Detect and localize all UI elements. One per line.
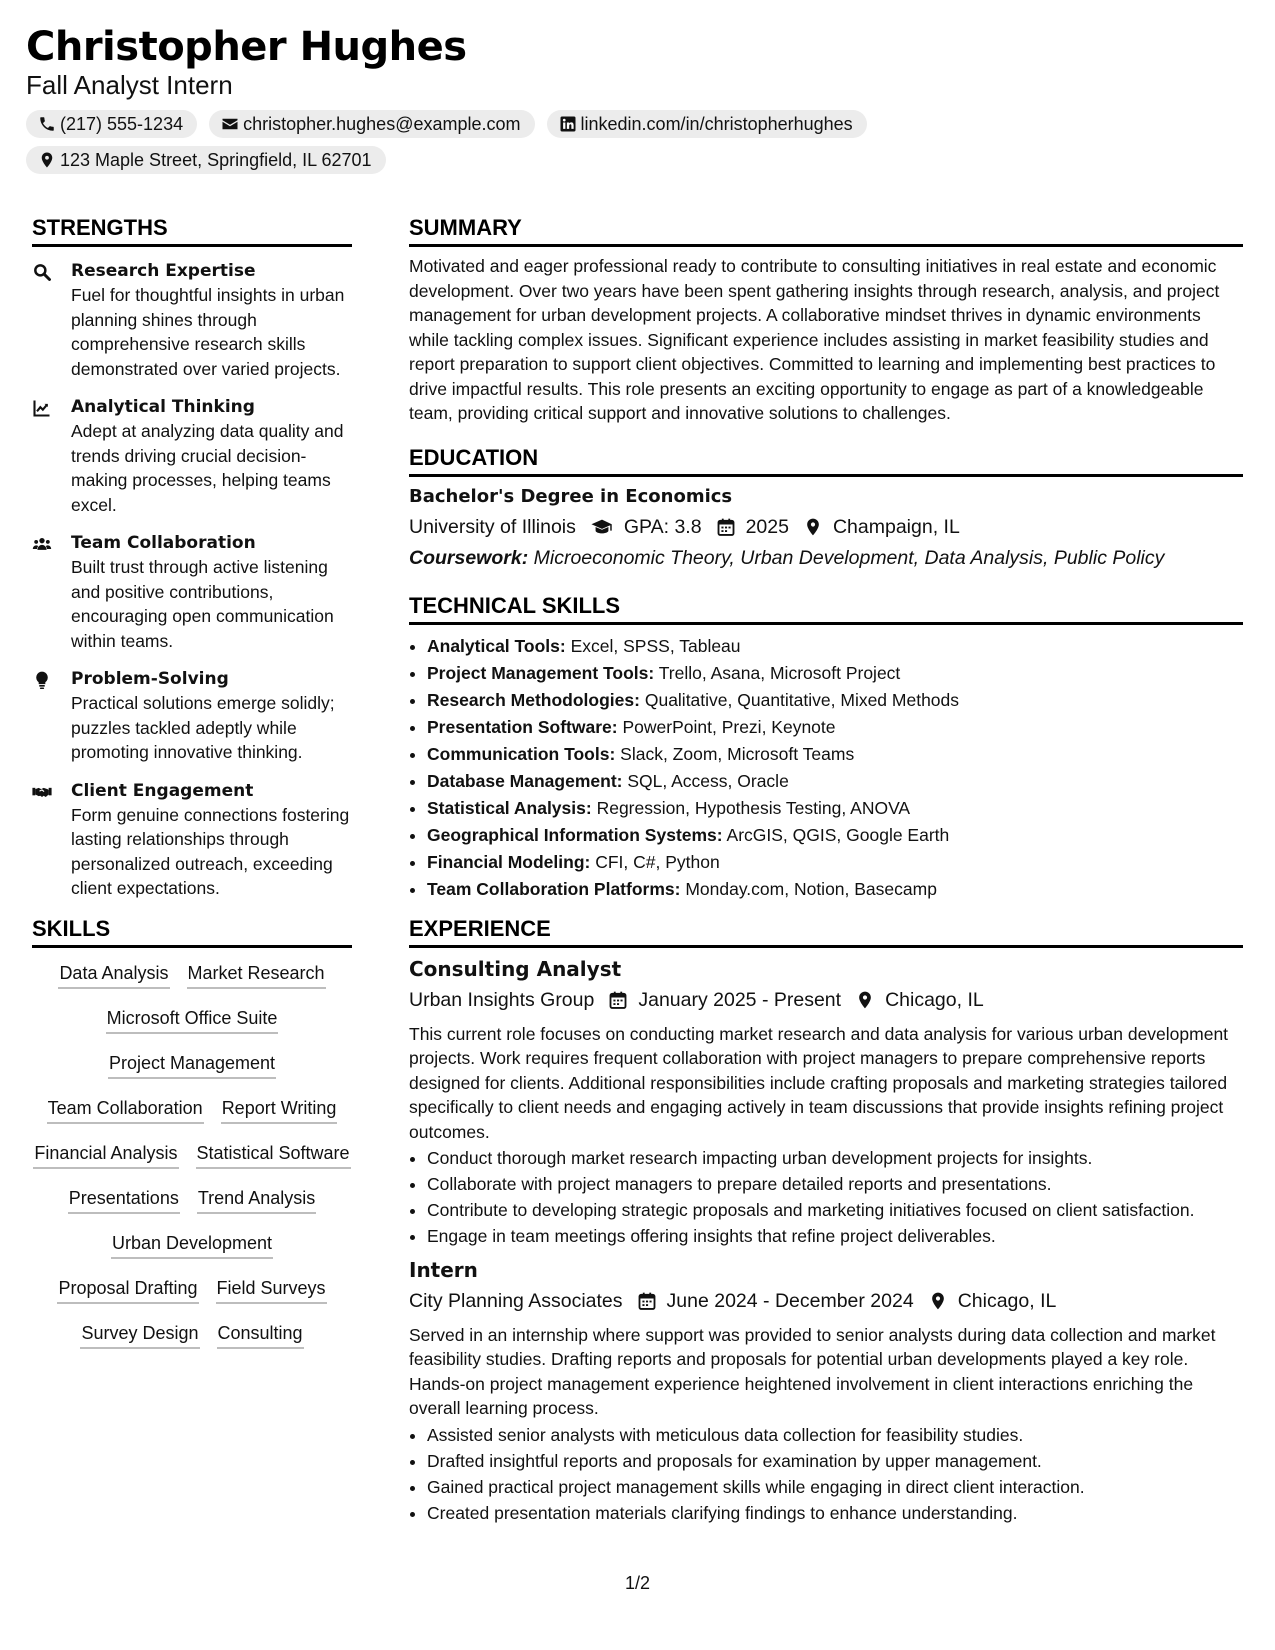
skill-tag: Survey Design: [80, 1322, 199, 1349]
skill-tag: Financial Analysis: [33, 1142, 178, 1169]
list-item: [427, 849, 1243, 876]
education-heading: EDUCATION: [409, 444, 1243, 477]
line-chart-icon: [32, 398, 52, 418]
coursework-list: Microeconomic Theory, Urban Development, Data Analysis, Public Policy: [533, 546, 1165, 569]
handshake-icon: [32, 782, 52, 802]
job-description: This current role focuses on conducting market research and data analysis for various urban development projects. Work requires frequent collaboration with project managers to prepare comprehensive reports designed for clients. Additional responsibilities include crafting proposals and marketing strategies tailored specifically to client needs and engaging actively in team discussions that provide insights refining project outcomes.: [409, 1023, 1229, 1142]
strength-title: Analytical Thinking: [71, 397, 255, 417]
tech-skill-value: Monday.com, Notion, Basecamp: [685, 878, 937, 899]
list-item: • Gained practical project management skills while engaging in direct client interaction.: [427, 1475, 1243, 1500]
strength-desc: Fuel for thoughtful insights in urban planning shines through comprehensive research skills demonstrated over varied projects.: [71, 285, 345, 379]
tech-skill-label: Geographical Information Systems:: [427, 824, 723, 845]
candidate-title: Fall Analyst Intern: [26, 70, 233, 100]
calendar-icon: [637, 1291, 657, 1311]
job-bullets: [409, 1146, 1243, 1249]
search-icon: [32, 262, 52, 282]
education-meta: [409, 513, 1243, 541]
skill-tag: Presentations: [68, 1187, 180, 1214]
tech-skill-label: Database Management:: [427, 770, 623, 791]
skill-tag: Trend Analysis: [197, 1187, 316, 1214]
technical-skills-list: [409, 633, 1243, 903]
tech-skill-label: Presentation Software:: [427, 716, 618, 737]
list-item: • Contribute to developing strategic proposals and marketing initiatives focused on client satisfaction.: [427, 1198, 1243, 1223]
strength-item: [32, 667, 352, 765]
tech-skill-label: Financial Modeling:: [427, 851, 591, 872]
list-item: [427, 822, 1243, 849]
calendar-icon: [608, 990, 628, 1010]
map-pin-icon: [803, 517, 823, 537]
company-name: City Planning Associates: [409, 1289, 623, 1312]
tech-skill-value: Slack, Zoom, Microsoft Teams: [620, 743, 855, 764]
map-pin-icon: [928, 1291, 948, 1311]
skill-tag: Report Writing: [221, 1097, 338, 1124]
summary-text: Motivated and eager professional ready to contribute to consulting initiatives in real estate and economic development. Over two years have been spent gathering insights through research, analysis, and project management for urban development projects. A collaborative mindset thrives in dynamic environments while tackling complex issues. Significant experience includes assisting in market feasibility studies and report preparation to support client objectives. Committed to learning and implementing best practices to drive impactful results. This role presents an exciting opportunity to engage as part of a knowledgeable team, providing critical support and innovative solutions to challenges.: [409, 256, 1220, 423]
users-icon: [32, 534, 52, 554]
map-pin-icon: [855, 990, 875, 1010]
contact-list: [26, 110, 986, 174]
contact-phone-text: (217) 555-1234: [60, 114, 184, 134]
tech-skill-value: Regression, Hypothesis Testing, ANOVA: [596, 797, 911, 818]
tech-skill-label: Analytical Tools:: [427, 635, 566, 656]
coursework: [409, 544, 1243, 572]
list-item: [427, 687, 1243, 714]
experience-heading: EXPERIENCE: [409, 915, 1243, 948]
skill-tag: Consulting: [217, 1322, 304, 1349]
school-name: University of Illinois: [409, 515, 576, 538]
strength-desc: Practical solutions emerge solidly; puzzles tackled adeptly while promoting innovative thinking.: [71, 693, 335, 762]
strength-item: [32, 779, 352, 901]
strengths-list: [32, 259, 352, 901]
strength-desc: Built trust through active listening and positive contributions, encouraging open communication within teams.: [71, 557, 334, 651]
skill-tag: Proposal Drafting: [57, 1277, 198, 1304]
contact-address-text: 123 Maple Street, Springfield, IL 62701: [60, 150, 372, 170]
strengths-heading: STRENGTHS: [32, 214, 352, 247]
skill-tag: Project Management: [108, 1052, 276, 1079]
summary-heading: SUMMARY: [409, 214, 1243, 247]
tech-skill-label: Team Collaboration Platforms:: [427, 878, 681, 899]
resume-header: [26, 22, 1246, 174]
phone-icon: [38, 115, 56, 133]
job-meta: [409, 1287, 1243, 1315]
tech-skill-label: Research Methodologies:: [427, 689, 640, 710]
skill-tag: Statistical Software: [196, 1142, 351, 1169]
list-item: [427, 633, 1243, 660]
job-title: Consulting Analyst: [409, 956, 622, 981]
list-item: [427, 795, 1243, 822]
list-item: [427, 768, 1243, 795]
job-entry: [409, 956, 1243, 1249]
map-pin-icon: [38, 151, 56, 169]
technical-skills-heading: TECHNICAL SKILLS: [409, 592, 1243, 625]
contact-linkedin[interactable]: [547, 110, 867, 138]
gpa-text: GPA: 3.8: [623, 515, 702, 538]
tech-skill-value: Excel, SPSS, Tableau: [570, 635, 741, 656]
strength-desc: Adept at analyzing data quality and trends driving crucial decision-making processes, helping teams excel.: [71, 421, 344, 515]
tech-skill-value: SQL, Access, Oracle: [627, 770, 789, 791]
degree-title: Bachelor's Degree in Economics: [409, 485, 733, 507]
job-location: Chicago, IL: [885, 988, 984, 1011]
school-location: Champaign, IL: [832, 515, 960, 538]
strength-desc: Form genuine connections fostering lasting relationships through personalized outreach, exceeding client expectations.: [71, 804, 350, 898]
page-number: 1/2: [624, 1573, 651, 1593]
tech-skill-value: ArcGIS, QGIS, Google Earth: [726, 824, 950, 845]
list-item: • Drafted insightful reports and proposals for examination by upper management.: [427, 1449, 1243, 1474]
job-description: Served in an internship where support was provided to senior analysts during data collection and market feasibility studies. Drafting reports and proposals for potential urban developments played a key role. Hands-on project management experience heightened involvement in client interactions enriching the overall learning process.: [409, 1324, 1216, 1418]
candidate-name: Christopher Hughes: [26, 24, 467, 70]
calendar-icon: [716, 517, 736, 537]
list-item: [427, 876, 1243, 903]
linkedin-icon: [559, 115, 577, 133]
tech-skill-value: Trello, Asana, Microsoft Project: [658, 662, 901, 683]
right-column: [409, 214, 1243, 1527]
contact-address: [26, 146, 386, 174]
list-item: [427, 741, 1243, 768]
skill-tag: Field Surveys: [216, 1277, 327, 1304]
skill-tag: Microsoft Office Suite: [106, 1007, 279, 1034]
contact-email[interactable]: [209, 110, 534, 138]
tech-skill-value: CFI, C#, Python: [595, 851, 720, 872]
lightbulb-icon: [32, 670, 52, 690]
strength-title: Client Engagement: [71, 780, 254, 801]
strength-item: [32, 259, 352, 381]
list-item: • Assisted senior analysts with meticulous data collection for feasibility studies.: [427, 1423, 1243, 1448]
list-item: • Conduct thorough market research impacting urban development projects for insights.: [427, 1146, 1243, 1171]
contact-linkedin-text: linkedin.com/in/christopherhughes: [580, 114, 853, 134]
graduation-cap-icon: [590, 516, 614, 538]
company-name: Urban Insights Group: [409, 988, 595, 1011]
job-meta: [409, 986, 1243, 1014]
skill-tag: Urban Development: [111, 1232, 273, 1259]
contact-email-text: christopher.hughes@example.com: [243, 114, 521, 134]
job-entry: [409, 1257, 1243, 1526]
skill-tag: Market Research: [187, 962, 326, 989]
strength-title: Research Expertise: [71, 261, 256, 281]
job-dates: June 2024 - December 2024: [666, 1289, 914, 1312]
strength-item: [32, 531, 352, 653]
skill-tag: Data Analysis: [58, 962, 169, 989]
left-column: [32, 214, 352, 1349]
job-dates: January 2025 - Present: [638, 988, 842, 1011]
list-item: • Collaborate with project managers to prepare detailed reports and presentations.: [427, 1172, 1243, 1197]
skills-tag-cloud: [32, 962, 352, 1349]
strength-title: Team Collaboration: [71, 533, 256, 553]
tech-skill-label: Project Management Tools:: [427, 662, 655, 683]
job-bullets: [409, 1423, 1243, 1526]
coursework-label: Coursework:: [409, 546, 529, 569]
tech-skill-value: Qualitative, Quantitative, Mixed Methods: [644, 689, 960, 710]
strength-item: [32, 395, 352, 517]
job-location: Chicago, IL: [957, 1289, 1057, 1312]
list-item: [427, 660, 1243, 687]
skills-heading: SKILLS: [32, 915, 352, 948]
graduation-year: 2025: [745, 515, 789, 538]
list-item: • Engage in team meetings offering insights that refine project deliverables.: [427, 1224, 1243, 1249]
list-item: [427, 714, 1243, 741]
skill-tag: Team Collaboration: [47, 1097, 204, 1124]
strength-title: Problem-Solving: [71, 669, 229, 689]
list-item: • Created presentation materials clarifying findings to enhance understanding.: [427, 1501, 1243, 1526]
job-title: Intern: [409, 1257, 478, 1282]
tech-skill-label: Statistical Analysis:: [427, 797, 592, 818]
envelope-icon: [221, 115, 239, 133]
tech-skill-value: PowerPoint, Prezi, Keynote: [622, 716, 836, 737]
tech-skill-label: Communication Tools:: [427, 743, 616, 764]
contact-phone[interactable]: [26, 110, 197, 138]
